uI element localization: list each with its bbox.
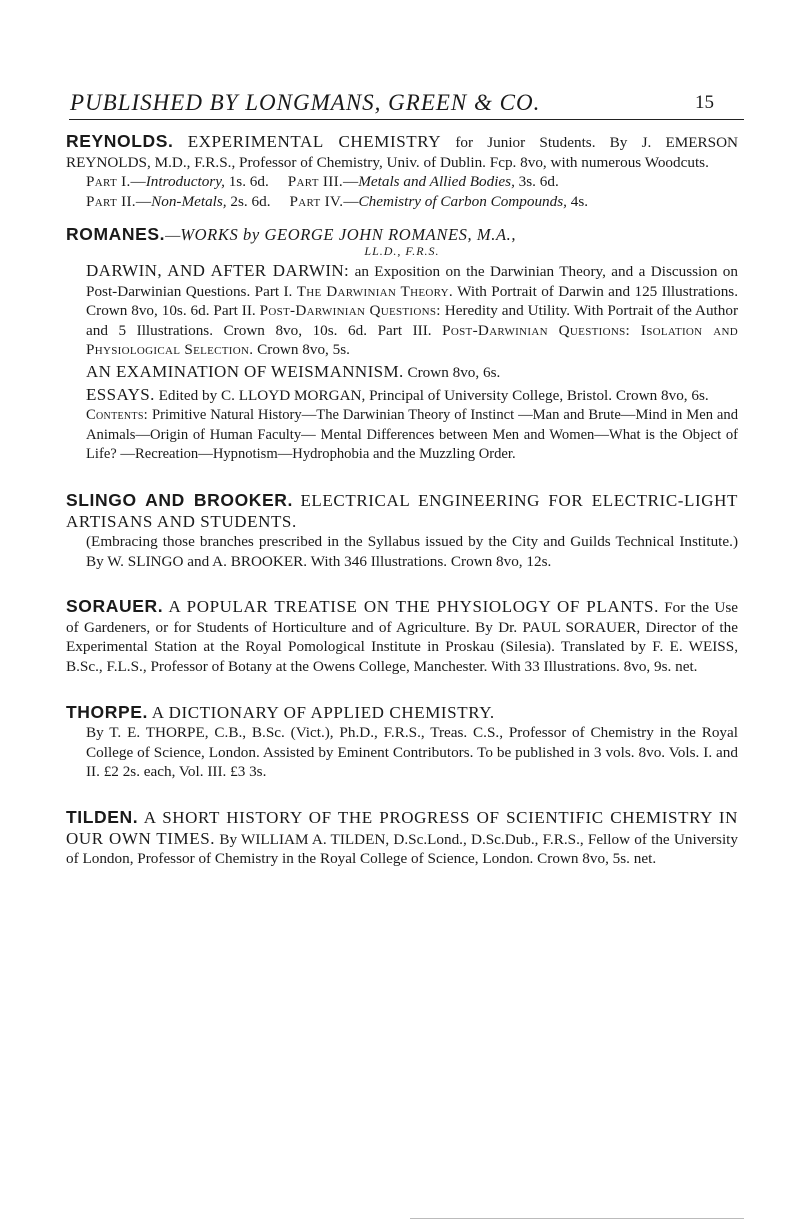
book-title: AN EXAMINATION OF WEISMANNISM. — [86, 361, 404, 381]
catalogue-content — [66, 128, 738, 869]
running-head — [0, 90, 800, 120]
author-name: SLINGO AND BROOKER. — [66, 489, 294, 510]
book-title: A POPULAR TREATISE ON THE PHYSIOLOGY OF PLANTS. — [168, 597, 659, 617]
sorauer-paragraph — [66, 597, 738, 676]
part-separator: — — [130, 173, 146, 191]
book-title: ESSAYS. — [86, 384, 155, 404]
reynolds-paragraph — [66, 132, 738, 172]
author-name: REYNOLDS. — [66, 131, 174, 151]
part-description: With Portrait of Darwin and 125 Illustrations. Crown 8vo, 10s. 6d. Part II. — [86, 282, 738, 320]
book-description: By WILLIAM A. TILDEN, D.Sc.Lond., D.Sc.Dub., F.R.S., Fellow of the University of London, Professor of Chemistry in the Royal College of Science, London. Crown 8vo, 5s. net. — [66, 830, 738, 868]
author-name: SORAUER. — [66, 596, 164, 617]
book-description: an Exposition on the Darwinian Theory, and a Discussion on Post-Darwinian Questions. Part I. — [86, 262, 738, 300]
book-description: For the Use of Gardeners, or for Students of Horticulture and of Agriculture. By Dr. PAUL SORAUER, Director of the Experimental Station at the Royal Pomological Institute in Proskau (Silesia). Translated by F. E. WEISS, B.Sc., F.L.S., Professor of Botany at the Owens College, Manchester. With 33 Illustrations. 8vo, 9s. net. — [66, 599, 739, 676]
part-title: Metals and Allied Bodies, — [358, 173, 515, 191]
reynolds-parts-row-1 — [66, 172, 738, 192]
heading-dash: — — [165, 227, 181, 245]
part-label: Part II. — [86, 192, 136, 210]
author-name: THORPE. — [66, 701, 148, 722]
publisher-title: PUBLISHED BY LONGMANS, GREEN & CO. — [70, 90, 541, 115]
book-title: DARWIN, AND AFTER DARWIN: — [86, 260, 350, 280]
book-title: A SHORT HISTORY OF THE PROGRESS OF SCIENTIFIC CHEMISTRY IN OUR OWN TIMES. — [66, 808, 739, 848]
part-label: Part I. — [86, 173, 131, 191]
essays-contents — [66, 406, 738, 465]
part-title: Chemistry of Carbon Compounds, — [358, 192, 567, 210]
author-name: ROMANES. — [66, 224, 166, 245]
thorpe-paragraph — [66, 703, 738, 724]
entry-slingo-brooker — [66, 491, 738, 571]
part-separator: — — [135, 192, 152, 210]
reynolds-parts-row-2 — [66, 192, 738, 212]
part-description: Crown 8vo, 5s. — [257, 341, 350, 359]
part-price: 1s. 6d. — [224, 173, 269, 191]
part-separator: — — [343, 192, 359, 210]
book-title: EXPERIMENTAL CHEMISTRY — [187, 132, 442, 151]
thorpe-description: By T. E. THORPE, C.B., B.Sc. (Vict.), Ph.D., F.R.S., Treas. C.S., Professor of Chemistry in the Royal College of Science, London. Assisted by Eminent Contributors. To be published in 3 vols. 8vo. Vols. I. and II. £2 2s. each, Vol. III. £3 3s. — [86, 724, 738, 781]
entry-tilden — [66, 808, 738, 869]
part-separator: — — [343, 173, 359, 191]
part-title: Post-Darwinian Questions: Isolation and Physiological Selection. — [86, 321, 739, 359]
tilden-paragraph — [66, 808, 738, 869]
part-title: Post-Darwinian Questions: — [259, 302, 441, 320]
romanes-heading — [66, 225, 738, 246]
book-title: A DICTIONARY OF APPLIED CHEMISTRY. — [151, 702, 495, 722]
part-description: Heredity and Utility. With Portrait of the Author and 5 Illustrations. Crown 8vo, 10s. 6d. Part III. — [86, 302, 739, 339]
part-label: Part III. — [287, 173, 344, 191]
page-number: 15 — [695, 92, 714, 113]
contents-label: Contents: — [86, 407, 149, 424]
part-title: Introductory, — [145, 173, 225, 191]
book-description: Edited by C. LLOYD MORGAN, Principal of University College, Bristol. Crown 8vo, 6s. — [158, 386, 709, 404]
entry-romanes — [66, 225, 738, 465]
romanes-book-weismannism — [66, 362, 738, 383]
part-price: 4s. — [566, 192, 589, 210]
romanes-book-essays — [66, 385, 738, 406]
entry-reynolds — [66, 132, 738, 211]
contents-list: Primitive Natural History—The Darwinian Theory of Instinct —Man and Brute—Mind in Men and Animals—Origin of Human Faculty— Mental Differences between Men and Women—What is the Object of Life? —Recreation—Hypnotism—Hydrophobia and the Muzzling Order. — [86, 407, 738, 463]
part-price: 2s. 6d. — [226, 192, 271, 210]
works-by-line: WORKS by GEORGE JOHN ROMANES, M.A., — [180, 225, 517, 245]
author-name: TILDEN. — [66, 807, 139, 828]
part-title: Non-Metals, — [151, 192, 227, 210]
slingo-description: (Embracing those branches prescribed in the Syllabus issued by the City and Guilds Technical Institute.) By W. SLINGO and A. BROOKER. With 346 Illustrations. Crown 8vo, 12s. — [86, 533, 738, 570]
part-price: 3s. 6d. — [514, 173, 559, 191]
author-degrees: LL.D., F.R.S. — [364, 243, 440, 258]
part-title: The Darwinian Theory. — [296, 282, 454, 300]
bottom-rule — [410, 1218, 744, 1219]
romanes-book-darwin — [66, 261, 738, 360]
book-description: Crown 8vo, 6s. — [407, 363, 501, 381]
book-title: ELECTRICAL ENGINEERING FOR ELECTRIC-LIGHT ARTISANS AND STUDENTS. — [66, 490, 738, 531]
entry-sorauer — [66, 597, 738, 676]
header-rule — [69, 119, 744, 120]
entry-thorpe — [66, 703, 738, 782]
book-description: for Junior Students. By J. EMERSON REYNOLDS, M.D., F.R.S., Professor of Chemistry, Univ. of Dublin. Fcp. 8vo, with numerous Woodcuts. — [66, 134, 739, 171]
slingo-paragraph — [66, 491, 738, 532]
part-label: Part IV. — [289, 192, 344, 210]
